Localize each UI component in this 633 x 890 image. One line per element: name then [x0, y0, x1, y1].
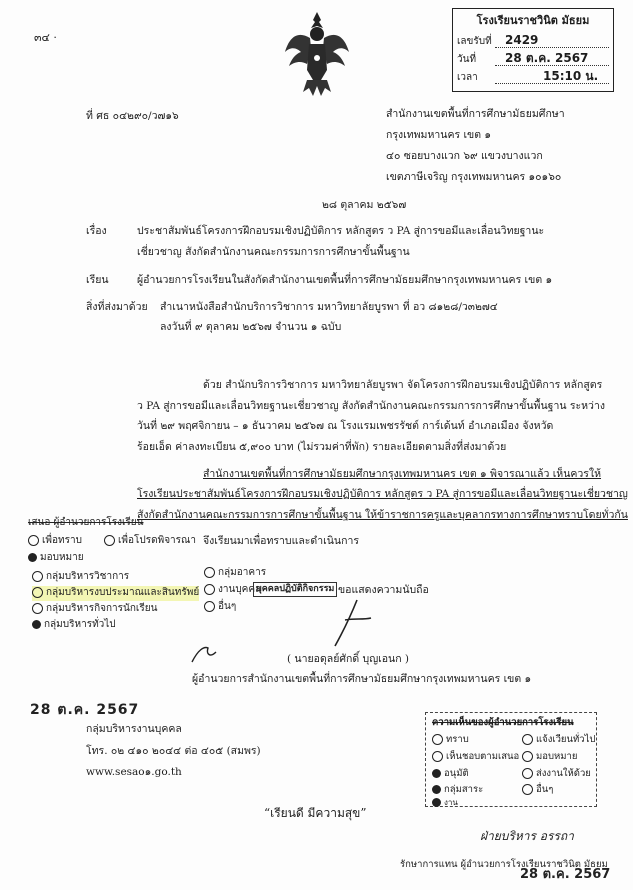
letter-date: ๒๘ ตุลาคม ๒๕๖๗: [322, 199, 407, 211]
sender-line-1: สำนักงานเขตพื้นที่การศึกษามัธยมศึกษา: [386, 108, 565, 120]
routing-dept-3: กลุ่มบริหารกิจการนักเรียน: [32, 602, 157, 617]
box-opt-assign: มอบหมาย: [522, 750, 577, 764]
closing-line: จึงเรียนมาเพื่อทราบและดำเนินการ: [203, 535, 359, 547]
signer-name: ( นายอดุลย์ศักดิ์ บุญเอนก ): [287, 653, 410, 665]
stamp-receive-label: เลขรับที่: [457, 36, 492, 47]
routing-opt-inform: เพื่อทราบ: [28, 534, 82, 549]
para2-line-1: สำนักงานเขตพื้นที่การศึกษามัธยมศึกษากรุงเทพมหานคร เขต ๑ พิจารณาแล้ว เห็นควรให้: [203, 468, 602, 480]
box-title: ความเห็นของผู้อำนวยการโรงเรียน: [432, 717, 574, 728]
stamp-time-value: 15:10 น.: [543, 69, 599, 83]
routing-hand-personnel: บุคคลปฏิบัติกิจกรรม: [253, 582, 337, 597]
office-website: www.sesao๑.go.th: [86, 766, 182, 778]
to-text: ผู้อำนวยการโรงเรียนในสังกัดสำนักงานเขตพื้นที่การศึกษามัธยมศึกษากรุงเทพมหานคร เขต ๑: [137, 274, 553, 286]
box-opt-subject-group: กลุ่มสาระ: [432, 783, 483, 797]
routing-dept-5: กลุ่มอาคาร: [204, 566, 266, 581]
attachment-label: สิ่งที่ส่งมาด้วย: [86, 301, 148, 313]
box-opt-acknowledge: ทราบ: [432, 733, 469, 747]
routing-dept-1: กลุ่มบริหารวิชาการ: [32, 570, 129, 585]
to-label: เรียน: [86, 274, 109, 286]
closing-tail: ขอแสดงความนับถือ: [338, 584, 429, 596]
box-opt-approve-proposal: เห็นชอบตามเสนอ: [432, 750, 519, 764]
routing-header: เสนอ ผู้อำนวยการโรงเรียน: [28, 517, 144, 528]
sender-line-3: ๔๐ ซอยบางแวก ๖๙ แขวงบางแวก: [386, 150, 543, 162]
stamp-date-label: วันที่: [457, 54, 477, 65]
bottom-date: 28 ต.ค. 2567: [520, 867, 611, 882]
para2-line-3: สังกัดสำนักงานคณะกรรมการการศึกษาขั้นพื้นฐาน ให้ข้าราชการครูและบุคลากรทางการศึกษาทราบโดยทั่วกัน: [137, 509, 628, 521]
subject-line-2: เชี่ยวชาญ สังกัดสำนักงานคณะกรรมการการศึกษาขั้นพื้นฐาน: [137, 246, 410, 258]
stamp-receive-value: 2429: [505, 33, 539, 47]
box-opt-authorize: อนุมัติ: [432, 767, 469, 781]
routing-dept-4: กลุ่มบริหารทั่วไป: [32, 618, 116, 633]
motto: “เรียนดี มีความสุข”: [264, 806, 367, 820]
attachment-line-2: ลงวันที่ ๙ ตุลาคม ๒๕๖๗ จำนวน ๑ ฉบับ: [160, 321, 342, 333]
box-opt-other: อื่นๆ: [522, 783, 553, 797]
sender-line-2: กรุงเทพมหานคร เขต ๑: [386, 129, 492, 141]
para1-line-2: ว PA สู่การขอมีและเลื่อนวิทยฐานะเชี่ยวชาญ สังกัดสำนักงานคณะกรรมการการศึกษาขั้นพื้นฐาน ระหว่าง: [137, 400, 605, 412]
routing-opt-consider: เพื่อโปรดพิจารณา: [104, 534, 196, 549]
director-signature: [305, 598, 385, 650]
reference-number: ที่ ศธ ๐๔๒๙๐/ว๗๑๖: [86, 110, 179, 122]
para1-line-1: ด้วย สำนักบริการวิชาการ มหาวิทยาลัยบูรพา จัดโครงการฝึกอบรมเชิงปฏิบัติการ หลักสูตร: [203, 379, 603, 391]
stamp-time-label: เวลา: [457, 72, 478, 83]
box-opt-circulate: แจ้งเวียนทั่วไป: [522, 733, 595, 747]
signer-title: ผู้อำนวยการสำนักงานเขตพื้นที่การศึกษามัธยมศึกษากรุงเทพมหานคร เขต ๑: [192, 673, 532, 685]
corner-mark: ๓๔ ·: [34, 31, 57, 44]
sender-line-4: เขตภาษีเจริญ กรุงเทพมหานคร ๑๐๑๖๐: [386, 171, 562, 183]
routing-opt-assign: มอบหมาย: [28, 551, 84, 566]
subject-label: เรื่อง: [86, 225, 107, 237]
bottom-note: รักษาการแทน ผู้อำนวยการโรงเรียนราชวินิต มัธยม: [400, 859, 608, 870]
stamped-date: 28 ต.ค. 2567: [30, 702, 140, 718]
director-decision-box: [425, 712, 597, 807]
bottom-signature: ฝ่ายบริหาร อรรถา: [480, 829, 574, 843]
routing-dept-2: กลุ่มบริหารงบประมาณและสินทรัพย์: [32, 586, 199, 601]
stamp-date-value: 28 ต.ค. 2567: [505, 51, 589, 65]
office-name: กลุ่มบริหารงานบุคคล: [86, 723, 182, 735]
para1-line-3: วันที่ ๒๙ พฤศจิกายน – ๑ ธันวาคม ๒๕๖๗ ณ โรงแรมเพชรรัชต์ การ์เด้นท์ อำเภอเมือง จังหวัด: [137, 420, 554, 432]
subject-line-1: ประชาสัมพันธ์โครงการฝึกอบรมเชิงปฏิบัติการ หลักสูตร ว PA สู่การขอมีและเลื่อนวิทยฐานะ: [137, 225, 545, 237]
routing-dept-7: อื่นๆ: [204, 600, 236, 615]
stamp-school: โรงเรียนราชวินิต มัธยม: [476, 14, 590, 27]
initial-mark: [188, 642, 218, 666]
receive-stamp: [452, 8, 614, 92]
box-opt-forward: ส่งงานให้ด้วย: [522, 767, 591, 781]
para1-line-4: ร้อยเอ็ด ค่าลงทะเบียน ๕,๙๐๐ บาท (ไม่รวมค่าที่พัก) รายละเอียดตามสิ่งที่ส่งมาด้วย: [137, 441, 507, 453]
routing-dept-6: งานบุคคล: [204, 583, 261, 598]
office-phone: โทร. ๐๒ ๔๑๐ ๒๐๔๔ ต่อ ๔๐๕ (สมพร): [86, 745, 261, 757]
box-opt-work: งาน: [432, 797, 458, 809]
garuda-emblem-icon: [283, 8, 351, 100]
para2-line-2: โรงเรียนประชาสัมพันธ์โครงการฝึกอบรมเชิงปฏิบัติการ หลักสูตร ว PA สู่การขอมีและเลื่อนวิทยฐานะเชี่ยวชาญ: [137, 488, 628, 500]
attachment-line-1: สำเนาหนังสือสำนักบริการวิชาการ มหาวิทยาลัยบูรพา ที่ อว ๘๑๒๘/ว๓๒๗๔: [160, 301, 498, 313]
